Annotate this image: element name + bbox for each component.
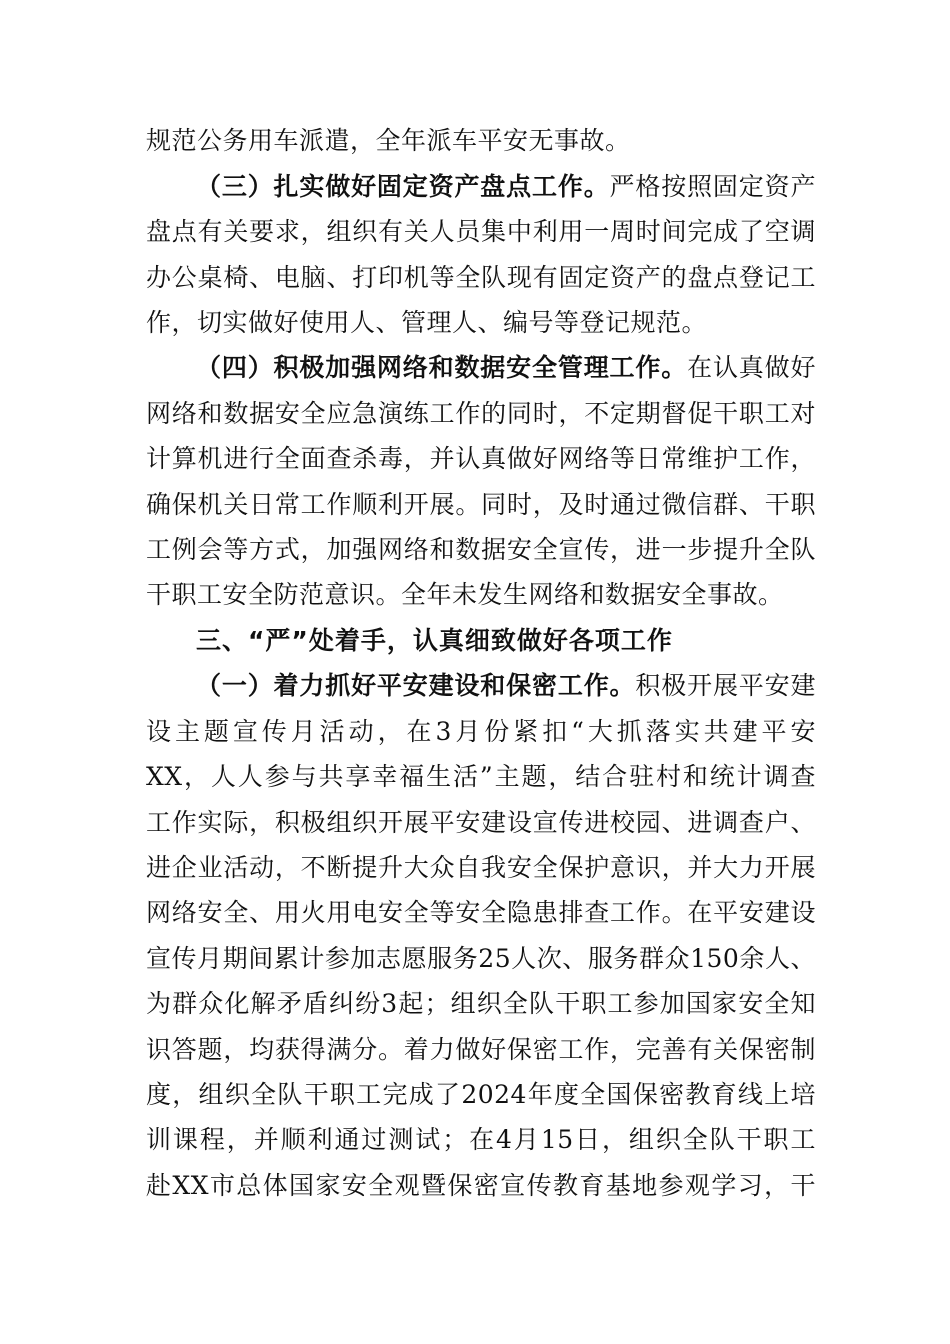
paragraph-line: 工作实际，积极组织开展平安建设宣传进校园、进调查户、 <box>146 808 816 837</box>
paragraph-line: 为群众化解矛盾纠纷3起；组织全队干职工参加国家安全知 <box>146 989 816 1018</box>
paragraph-line: 识答题，均获得满分。着力做好保密工作，完善有关保密制 <box>146 1035 816 1064</box>
paragraph-line: 计算机进行全面查杀毒，并认真做好网络等日常维护工作， <box>146 444 816 473</box>
section-3-heading-line: （三）扎实做好固定资产盘点工作。严格按照固定资产 <box>196 172 816 201</box>
chapter-heading: 三、“严”处着手，认真细致做好各项工作 <box>196 626 673 655</box>
paragraph-line: 干职工安全防范意识。全年未发生网络和数据安全事故。 <box>146 580 784 609</box>
paragraph-line: 作，切实做好使用人、管理人、编号等登记规范。 <box>146 308 708 337</box>
paragraph-line: 工例会等方式，加强网络和数据安全宣传，进一步提升全队 <box>146 535 816 564</box>
paragraph-line: 度，组织全队干职工完成了2024年度全国保密教育线上培 <box>146 1080 816 1109</box>
paragraph-line: 训课程，并顺利通过测试；在4月15日，组织全队干职工 <box>146 1125 816 1154</box>
paragraph-line: 网络和数据安全应急演练工作的同时，不定期督促干职工对 <box>146 399 816 428</box>
paragraph-line: 确保机关日常工作顺利开展。同时，及时通过微信群、干职 <box>146 490 816 519</box>
paragraph-line: 进企业活动，不断提升大众自我安全保护意识，并大力开展 <box>146 853 816 882</box>
paragraph-line: 网络安全、用火用电安全等安全隐患排查工作。在平安建设 <box>146 898 816 927</box>
paragraph-line: 赴XX市总体国家安全观暨保密宣传教育基地参观学习，干 <box>146 1171 816 1200</box>
paragraph-line: 盘点有关要求，组织有关人员集中利用一周时间完成了空调 <box>146 217 816 246</box>
paragraph-line: 设主题宣传月活动，在3月份紧扣“大抓落实共建平安 <box>146 717 816 746</box>
subsection-title: （一）着力抓好平安建设和保密工作。 <box>196 671 636 700</box>
paragraph-line: 规范公务用车派遣，全年派车平安无事故。 <box>146 126 631 155</box>
paragraph-line: XX，人人参与共享幸福生活”主题，结合驻村和统计调查 <box>146 762 816 791</box>
paragraph-line: 办公桌椅、电脑、打印机等全队现有固定资产的盘点登记工 <box>146 263 816 292</box>
section-4-heading-line: （四）积极加强网络和数据安全管理工作。在认真做好 <box>196 353 816 382</box>
paragraph-line: 宣传月期间累计参加志愿服务25人次、服务群众150余人、 <box>146 944 816 973</box>
subsection-title: （四）积极加强网络和数据安全管理工作。 <box>196 353 688 382</box>
section-1-heading-line: （一）着力抓好平安建设和保密工作。积极开展平安建 <box>196 671 816 700</box>
subsection-title: （三）扎实做好固定资产盘点工作。 <box>196 172 610 201</box>
